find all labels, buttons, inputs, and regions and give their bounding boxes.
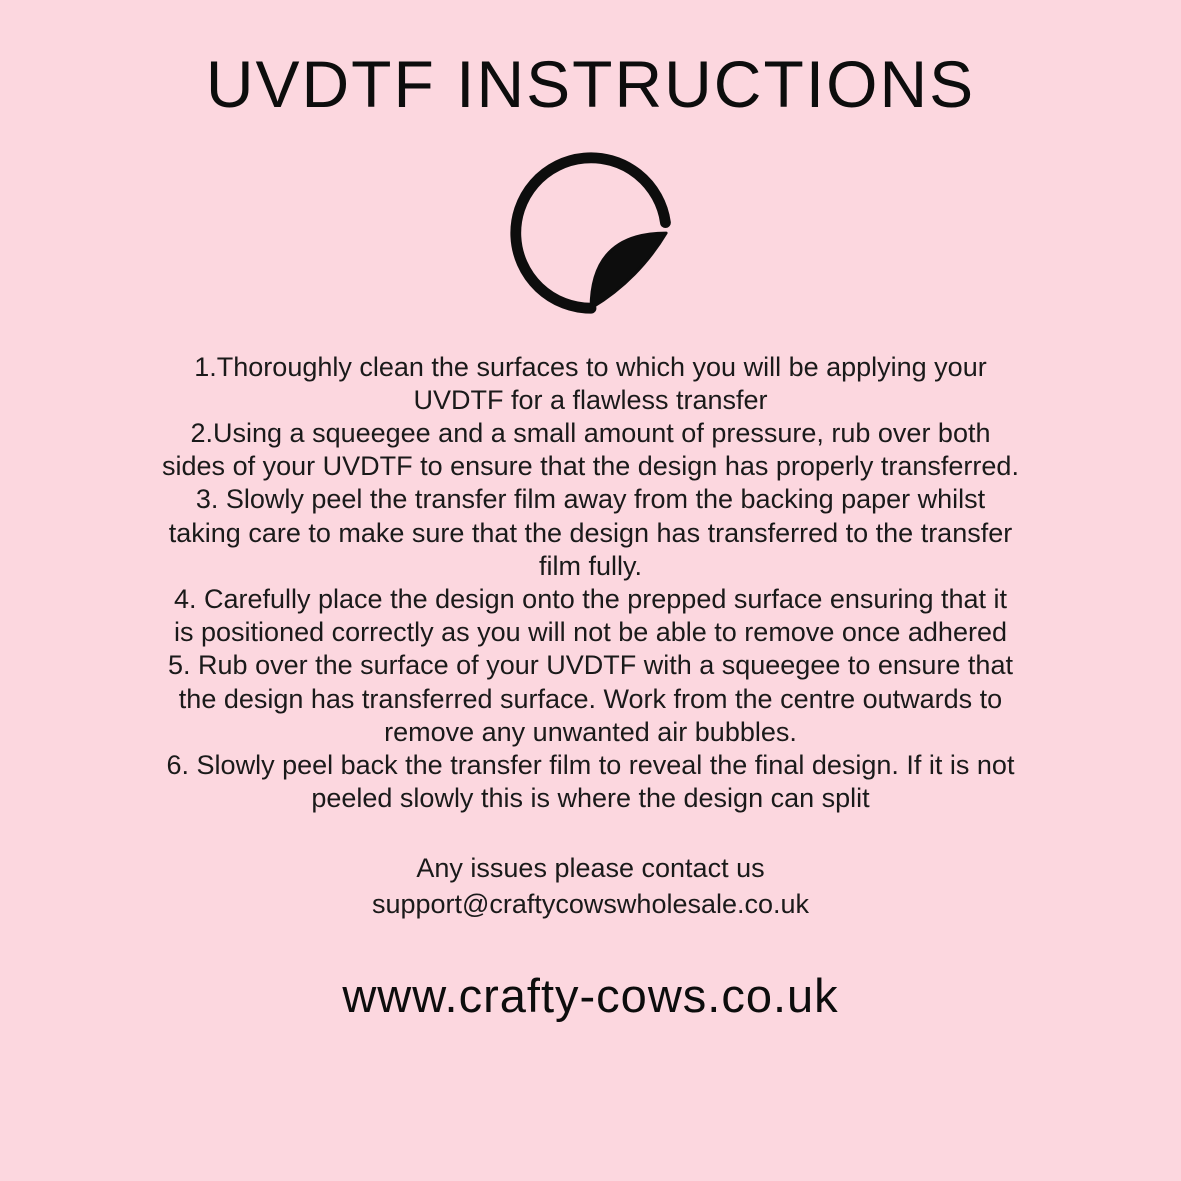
instruction-item: 4. Carefully place the design onto the prepped surface ensuring that it is positioned correctly as you will not be able to remove once adhered (173, 584, 1008, 648)
instruction-list (161, 351, 1021, 816)
instruction-item: 5. Rub over the surface of your UVDTF with a squeegee to ensure that the design has transferred surface. Work from the centre outwards to remove any unwanted air bubbles. (168, 650, 1013, 747)
page-title: UVDTF INSTRUCTIONS (205, 47, 976, 121)
instruction-item: 1.Thoroughly clean the surfaces to which you will be applying your UVDTF for a flawless transfer (194, 351, 987, 415)
instruction-item: 6. Slowly peel back the transfer film to reveal the final design. If it is not peeled slowly this is where the design can split (166, 750, 1015, 814)
contact-email: support@craftycowswholesale.co.uk (371, 888, 810, 919)
website-url: www.crafty-cows.co.uk (342, 968, 839, 1022)
instruction-item: 2.Using a squeegee and a small amount of pressure, rub over both sides of your UVDTF to ensure that the design has properly transferred. (162, 418, 1019, 482)
sticker-peel-icon (495, 139, 687, 327)
contact-note: Any issues please contact us (416, 853, 765, 884)
contact-block (372, 851, 809, 921)
instruction-item: 3. Slowly peel the transfer film away from the backing paper whilst taking care to make sure that the design has transferred to the transfer film fully. (168, 484, 1013, 581)
